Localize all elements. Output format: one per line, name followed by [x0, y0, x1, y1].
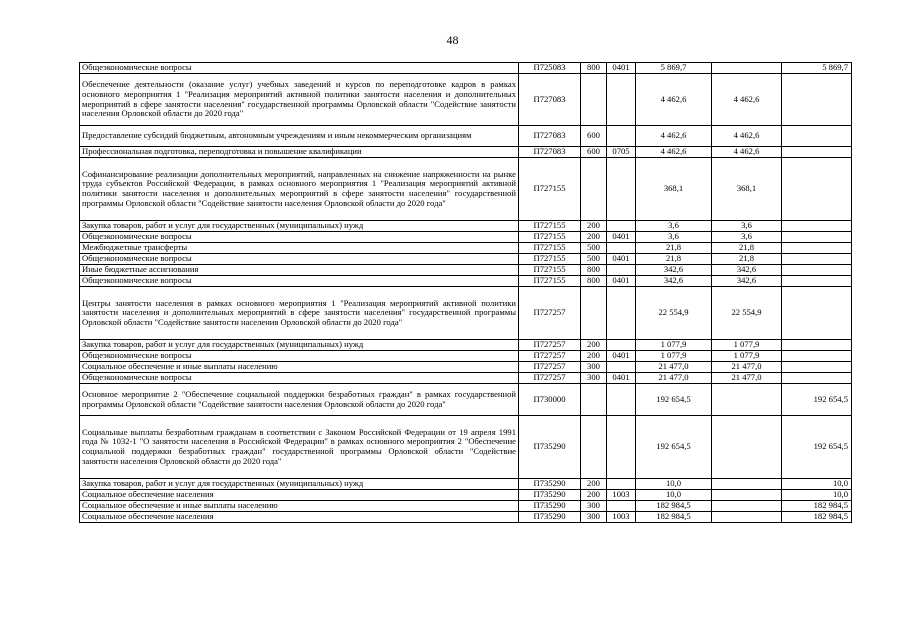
- amount-column-6: 192 654,5: [782, 384, 852, 416]
- section-code: [607, 74, 636, 126]
- target-article-code: П735290: [519, 479, 581, 490]
- row-name: Общеэкономические вопросы: [80, 276, 519, 287]
- target-article-code: П727257: [519, 351, 581, 362]
- expense-type-code: 300: [581, 362, 607, 373]
- target-article-code: П730000: [519, 384, 581, 416]
- table-row: [80, 276, 852, 287]
- expense-type-code: 500: [581, 254, 607, 265]
- table-row: [80, 232, 852, 243]
- section-code: 0401: [607, 63, 636, 74]
- row-name: Закупка товаров, работ и услуг для государственных (муниципальных) нужд: [80, 340, 519, 351]
- row-name: Общеэкономические вопросы: [80, 351, 519, 362]
- table-row: [80, 479, 852, 490]
- row-name: Закупка товаров, работ и услуг для государственных (муниципальных) нужд: [80, 479, 519, 490]
- amount-column-5: 21 477,0: [712, 362, 782, 373]
- table-row: [80, 373, 852, 384]
- amount-total: 4 462,6: [636, 74, 712, 126]
- target-article-code: П727257: [519, 287, 581, 340]
- table-row: [80, 221, 852, 232]
- target-article-code: П727155: [519, 232, 581, 243]
- row-name: Социальное обеспечение и иные выплаты населению: [80, 501, 519, 512]
- amount-column-6: [782, 362, 852, 373]
- amount-column-6: [782, 340, 852, 351]
- row-name: Межбюджетные трансферты: [80, 243, 519, 254]
- amount-total: 192 654,5: [636, 384, 712, 416]
- amount-total: 342,6: [636, 276, 712, 287]
- amount-column-5: [712, 501, 782, 512]
- table-row: [80, 416, 852, 479]
- table-row: [80, 147, 852, 158]
- row-name: Обеспечение деятельности (оказание услуг) учебных заведений и курсов по переподготовке кадров в рамках основного мероприятия 1 "Реализация мероприятий активной политики занятости населения и дополнительных мероприятий в сфере занятости населения" государственной программы Орловской области "Содействие занятости населения Орловской области до 2020 года": [80, 74, 519, 126]
- expense-type-code: [581, 287, 607, 340]
- amount-column-6: 10,0: [782, 479, 852, 490]
- amount-column-5: 1 077,9: [712, 351, 782, 362]
- table-row: [80, 490, 852, 501]
- amount-total: 22 554,9: [636, 287, 712, 340]
- row-name: Социальное обеспечение населения: [80, 490, 519, 501]
- target-article-code: П727155: [519, 254, 581, 265]
- amount-column-5: [712, 63, 782, 74]
- expense-type-code: [581, 158, 607, 221]
- amount-column-5: 21,8: [712, 254, 782, 265]
- amount-total: 1 077,9: [636, 340, 712, 351]
- table-row: [80, 126, 852, 147]
- section-code: 0401: [607, 351, 636, 362]
- expense-type-code: 200: [581, 490, 607, 501]
- amount-column-6: 5 869,7: [782, 63, 852, 74]
- amount-column-5: [712, 384, 782, 416]
- row-name: Предоставление субсидий бюджетным, автономным учреждениям и иным некоммерческим организациям: [80, 126, 519, 147]
- expense-type-code: 200: [581, 351, 607, 362]
- expense-type-code: 500: [581, 243, 607, 254]
- amount-column-5: 342,6: [712, 276, 782, 287]
- amount-column-6: [782, 221, 852, 232]
- row-name: Социальное обеспечение и иные выплаты населению: [80, 362, 519, 373]
- section-code: [607, 479, 636, 490]
- target-article-code: П727083: [519, 126, 581, 147]
- row-name: Закупка товаров, работ и услуг для государственных (муниципальных) нужд: [80, 221, 519, 232]
- expense-type-code: [581, 384, 607, 416]
- section-code: 1003: [607, 512, 636, 523]
- table-row: [80, 340, 852, 351]
- target-article-code: П727155: [519, 276, 581, 287]
- section-code: [607, 158, 636, 221]
- expense-type-code: [581, 74, 607, 126]
- amount-column-5: 22 554,9: [712, 287, 782, 340]
- amount-column-5: 342,6: [712, 265, 782, 276]
- section-code: [607, 265, 636, 276]
- section-code: [607, 221, 636, 232]
- amount-column-5: [712, 512, 782, 523]
- amount-total: 182 984,5: [636, 512, 712, 523]
- amount-column-5: 3,6: [712, 232, 782, 243]
- target-article-code: П735290: [519, 416, 581, 479]
- row-name: Иные бюджетные ассигнования: [80, 265, 519, 276]
- amount-column-5: 368,1: [712, 158, 782, 221]
- row-name: Центры занятости населения в рамках основного мероприятия 1 "Реализация мероприятий активной политики занятости населения и дополнительных мероприятий в сфере занятости населения" государственной программы Орловской области "Содействие занятости населения Орловской области до 2020 года": [80, 287, 519, 340]
- target-article-code: П727155: [519, 265, 581, 276]
- amount-total: 192 654,5: [636, 416, 712, 479]
- expense-type-code: 600: [581, 147, 607, 158]
- amount-column-5: [712, 490, 782, 501]
- section-code: [607, 501, 636, 512]
- amount-total: 4 462,6: [636, 147, 712, 158]
- amount-column-6: 182 984,5: [782, 512, 852, 523]
- table-row: [80, 243, 852, 254]
- amount-column-6: [782, 265, 852, 276]
- target-article-code: П727257: [519, 373, 581, 384]
- table-row: [80, 265, 852, 276]
- expense-type-code: 200: [581, 221, 607, 232]
- amount-column-6: [782, 147, 852, 158]
- amount-total: 3,6: [636, 221, 712, 232]
- section-code: [607, 340, 636, 351]
- expense-type-code: 200: [581, 340, 607, 351]
- amount-column-6: 10,0: [782, 490, 852, 501]
- page-number: 48: [446, 33, 459, 47]
- amount-column-5: 4 462,6: [712, 147, 782, 158]
- table-row: [80, 158, 852, 221]
- row-name: Профессиональная подготовка, переподготовка и повышение квалификации: [80, 147, 519, 158]
- section-code: [607, 362, 636, 373]
- row-name: Социальные выплаты безработным гражданам в соответствии с Законом Российской Федерации от 19 апреля 1991 года № 1032-1 "О занятости населения в Российской Федерации" в рамках основного мероприятия 2 "Обеспечение социальной поддержки безработных граждан" государственной программы Орловской области "Содействие занятости населения Орловской области до 2020 года": [80, 416, 519, 479]
- row-name: Общеэкономические вопросы: [80, 63, 519, 74]
- amount-column-5: 21,8: [712, 243, 782, 254]
- expense-type-code: 800: [581, 276, 607, 287]
- target-article-code: П727083: [519, 74, 581, 126]
- section-code: 0401: [607, 232, 636, 243]
- expense-type-code: 300: [581, 501, 607, 512]
- amount-column-5: [712, 479, 782, 490]
- section-code: [607, 416, 636, 479]
- amount-total: 21 477,0: [636, 362, 712, 373]
- table-row: [80, 512, 852, 523]
- expense-type-code: 800: [581, 63, 607, 74]
- section-code: 0401: [607, 254, 636, 265]
- amount-total: 368,1: [636, 158, 712, 221]
- row-name: Софинансирование реализации дополнительных мероприятий, направленных на снижение напряженности на рынке труда субъектов Российской Федерации, в рамках основного мероприятия 1 "Реализация мероприятий активной политики занятости населения и дополнительных мероприятий в сфере занятости населения" государственной программы Орловской области "Содействие занятости населения Орловской области до 2020 года": [80, 158, 519, 221]
- amount-column-5: 4 462,6: [712, 126, 782, 147]
- target-article-code: П727083: [519, 147, 581, 158]
- expense-type-code: [581, 416, 607, 479]
- section-code: [607, 243, 636, 254]
- amount-column-6: 182 984,5: [782, 501, 852, 512]
- target-article-code: П735290: [519, 512, 581, 523]
- amount-total: 21 477,0: [636, 373, 712, 384]
- amount-column-6: [782, 254, 852, 265]
- target-article-code: П727257: [519, 340, 581, 351]
- row-name: Общеэкономические вопросы: [80, 254, 519, 265]
- amount-column-6: [782, 276, 852, 287]
- section-code: [607, 384, 636, 416]
- section-code: 0401: [607, 276, 636, 287]
- target-article-code: П727155: [519, 221, 581, 232]
- target-article-code: П727155: [519, 158, 581, 221]
- amount-column-6: [782, 373, 852, 384]
- row-name: Общеэкономические вопросы: [80, 232, 519, 243]
- table-body: [80, 63, 852, 523]
- expense-type-code: 300: [581, 512, 607, 523]
- amount-total: 10,0: [636, 490, 712, 501]
- target-article-code: П727155: [519, 243, 581, 254]
- amount-total: 10,0: [636, 479, 712, 490]
- table-row: [80, 287, 852, 340]
- amount-column-6: [782, 243, 852, 254]
- amount-column-6: [782, 232, 852, 243]
- amount-column-5: 1 077,9: [712, 340, 782, 351]
- amount-column-6: [782, 158, 852, 221]
- amount-column-6: [782, 74, 852, 126]
- section-code: [607, 126, 636, 147]
- amount-total: 1 077,9: [636, 351, 712, 362]
- table-row: [80, 501, 852, 512]
- budget-table: [79, 62, 852, 523]
- amount-total: 342,6: [636, 265, 712, 276]
- expense-type-code: 800: [581, 265, 607, 276]
- expense-type-code: 600: [581, 126, 607, 147]
- table-row: [80, 74, 852, 126]
- amount-column-5: 21 477,0: [712, 373, 782, 384]
- table-row: [80, 362, 852, 373]
- amount-column-5: 3,6: [712, 221, 782, 232]
- target-article-code: П725083: [519, 63, 581, 74]
- amount-total: 21,8: [636, 243, 712, 254]
- amount-column-5: [712, 416, 782, 479]
- amount-total: 182 984,5: [636, 501, 712, 512]
- table-row: [80, 254, 852, 265]
- row-name: Социальное обеспечение населения: [80, 512, 519, 523]
- amount-column-6: 192 654,5: [782, 416, 852, 479]
- expense-type-code: 200: [581, 232, 607, 243]
- section-code: 1003: [607, 490, 636, 501]
- section-code: 0401: [607, 373, 636, 384]
- section-code: [607, 287, 636, 340]
- section-code: 0705: [607, 147, 636, 158]
- expense-type-code: 300: [581, 373, 607, 384]
- table-row: [80, 351, 852, 362]
- row-name: Общеэкономические вопросы: [80, 373, 519, 384]
- row-name: Основное мероприятие 2 "Обеспечение социальной поддержки безработных граждан" в рамках государственной программы Орловской области "Содействие занятости населения Орловской области до 2020 года": [80, 384, 519, 416]
- target-article-code: П735290: [519, 490, 581, 501]
- amount-column-5: 4 462,6: [712, 74, 782, 126]
- amount-total: 4 462,6: [636, 126, 712, 147]
- amount-total: 3,6: [636, 232, 712, 243]
- amount-column-6: [782, 126, 852, 147]
- target-article-code: П735290: [519, 501, 581, 512]
- amount-total: 21,8: [636, 254, 712, 265]
- amount-column-6: [782, 287, 852, 340]
- amount-column-6: [782, 351, 852, 362]
- expense-type-code: 200: [581, 479, 607, 490]
- target-article-code: П727257: [519, 362, 581, 373]
- table-row: [80, 63, 852, 74]
- table-row: [80, 384, 852, 416]
- amount-total: 5 869,7: [636, 63, 712, 74]
